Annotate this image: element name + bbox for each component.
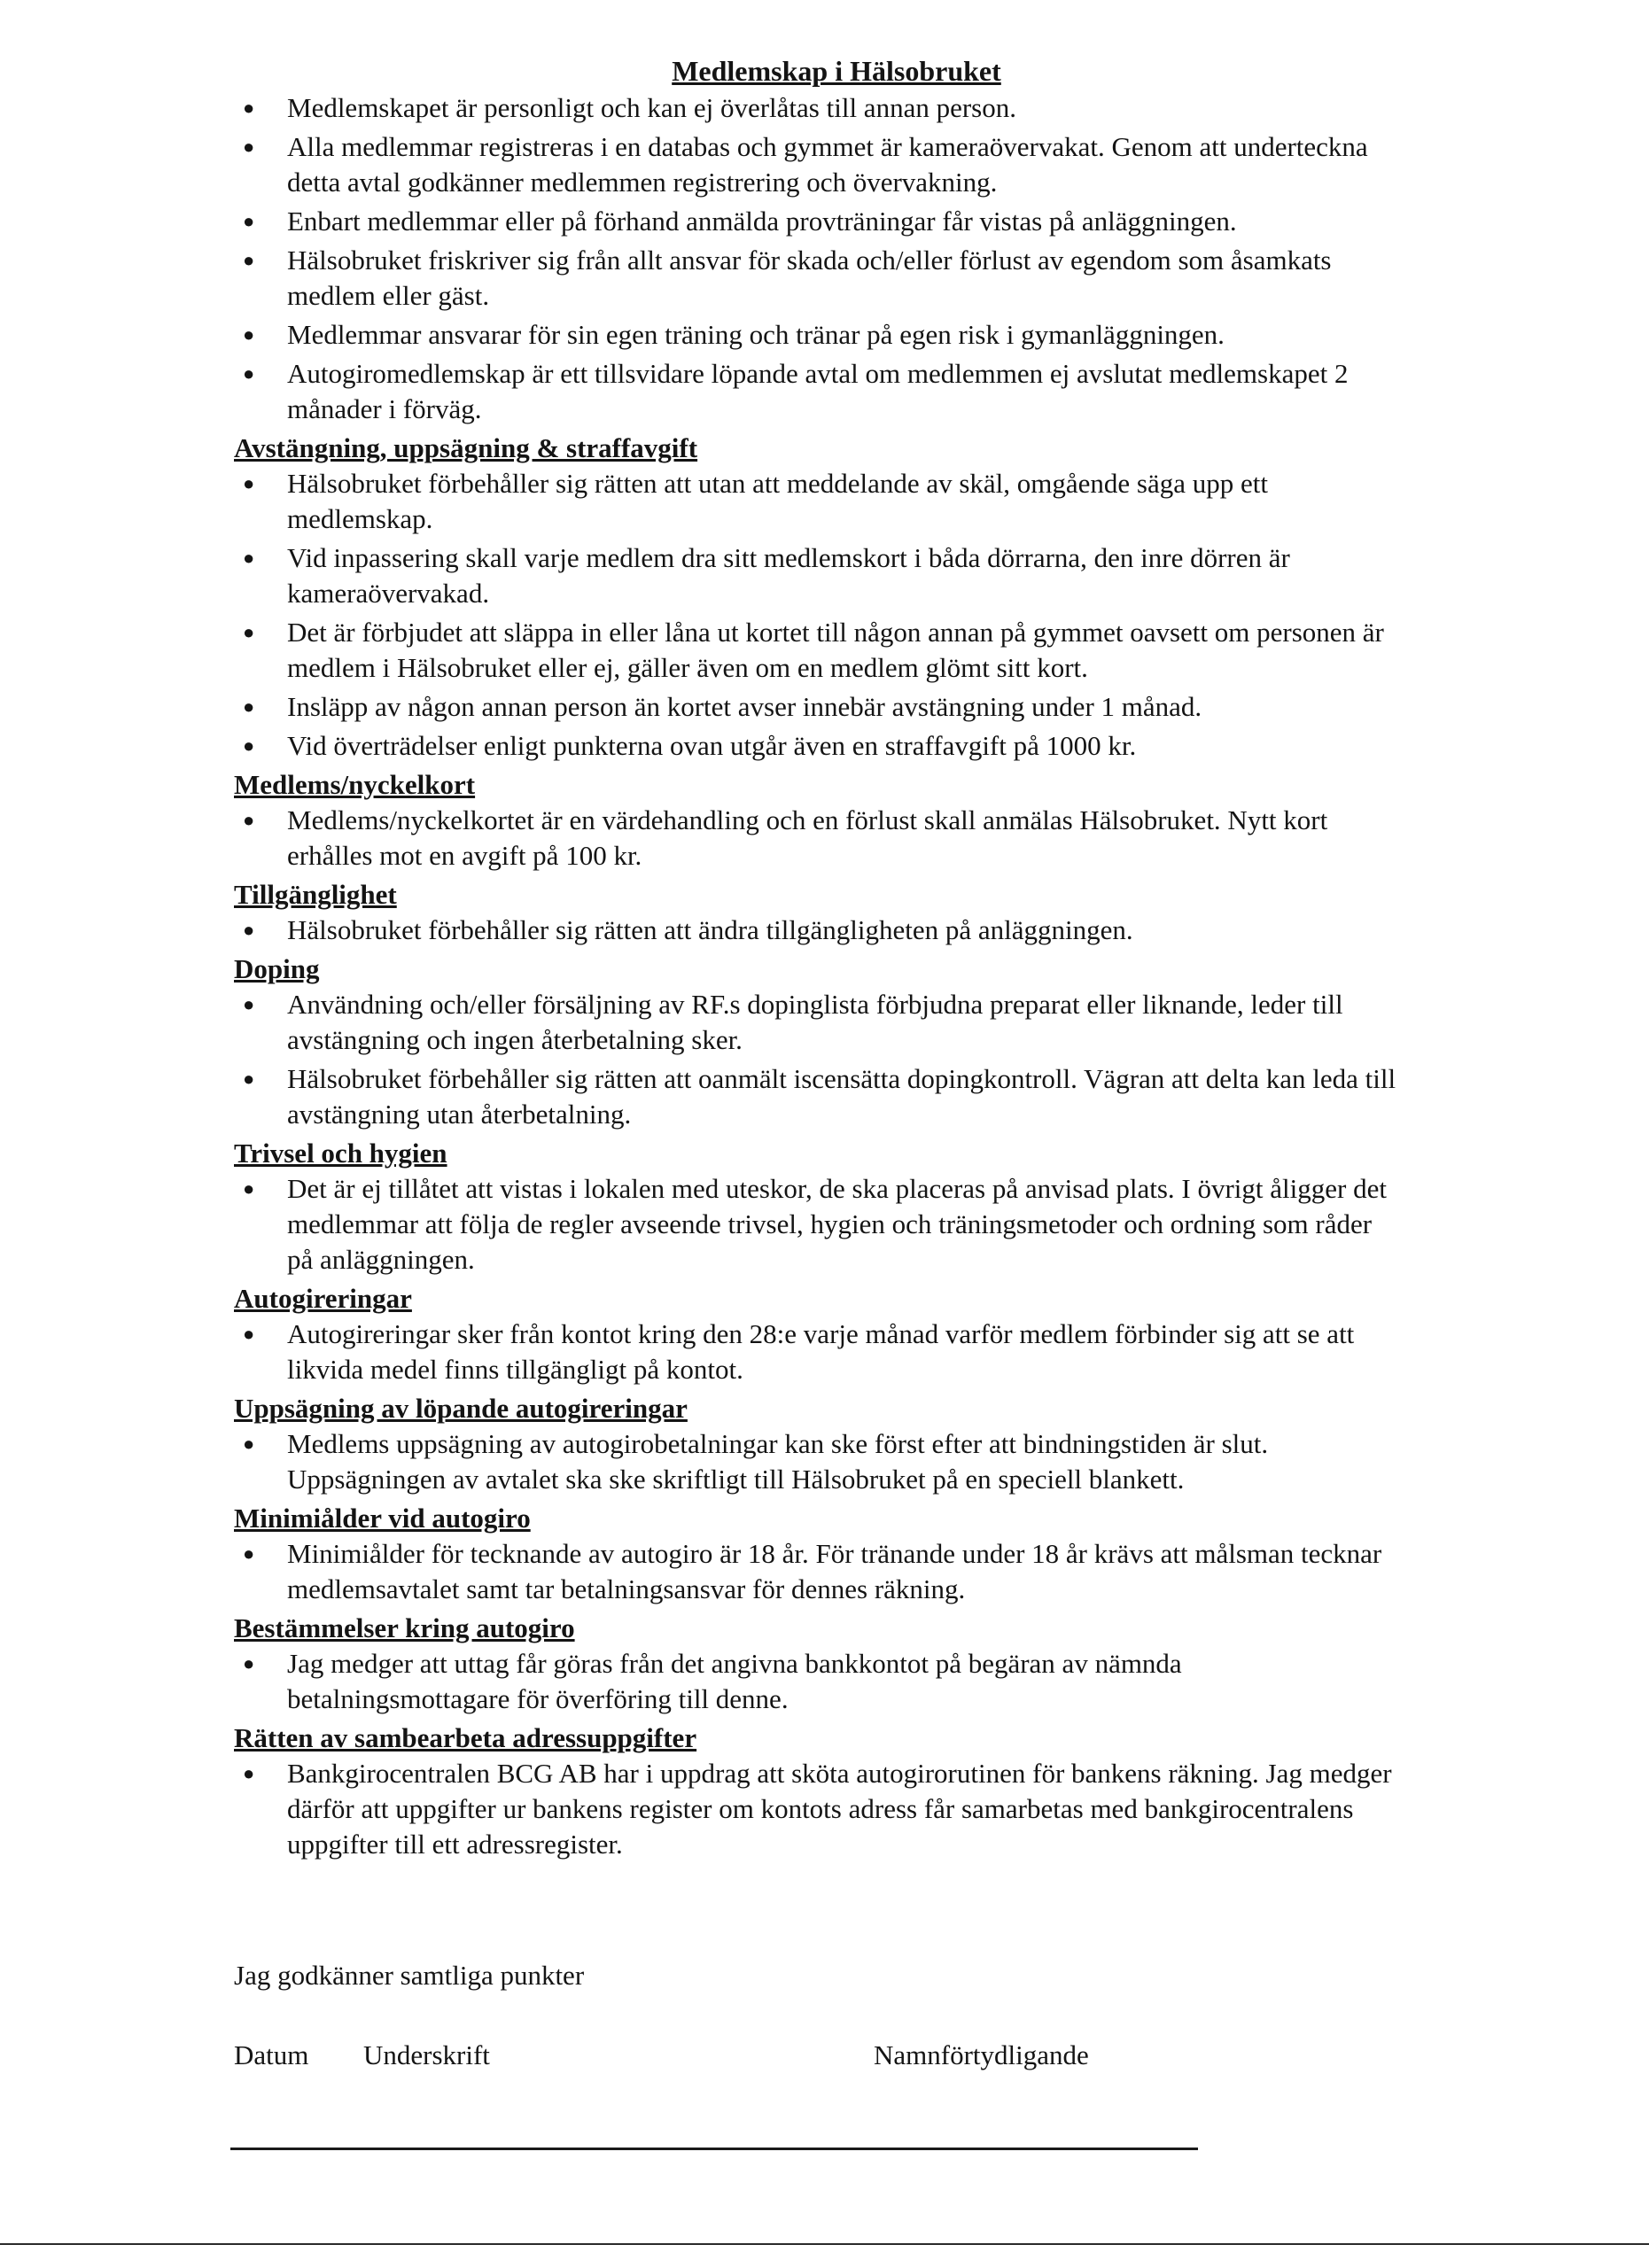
list-item [234,803,1404,874]
signature-line [230,2148,1198,2150]
section-list-minimialder [234,1536,1404,1607]
bullet-icon: ● [243,1068,255,1090]
list-item-text: Enbart medlemmar eller på förhand anmälda provträningar får vistas på anläggningen. [287,206,1237,237]
list-item [234,689,1404,725]
bullet-icon: ● [243,993,255,1015]
section-heading-trivsel: Trivsel och hygien [234,1138,447,1169]
section-list-uppsagning [234,1426,1404,1497]
list-item-text: Hälsobruket förbehåller sig rätten att ändra tillgängligheten på anläggningen. [287,914,1133,945]
bullet-icon: ● [243,919,255,941]
bullet-icon: ● [243,97,255,119]
bullet-icon: ● [243,734,255,757]
intro-list [234,90,1404,427]
signature-label: Underskrift [363,2039,490,2070]
bullet-icon: ● [243,547,255,569]
list-item [234,1646,1404,1717]
list-item [234,317,1404,353]
list-item-text: Hälsobruket förbehåller sig rätten att utan att meddelande av skäl, omgående säga upp ett medlemskap. [287,468,1268,534]
bullet-icon: ● [243,1433,255,1455]
list-item [234,90,1404,126]
bullet-icon: ● [243,1652,255,1674]
list-item [234,1061,1404,1132]
section-heading-nyckelkort: Medlems/nyckelkort [234,769,476,800]
bullet-icon: ● [243,362,255,384]
list-item [234,540,1404,611]
bullet-icon: ● [243,809,255,831]
bullet-icon: ● [243,136,255,158]
section-list-autogireringar [234,1317,1404,1387]
list-item [234,356,1404,427]
bullet-icon: ● [243,621,255,643]
section-list-avstangning [234,466,1404,764]
section-heading-minimialder: Minimiålder vid autogiro [234,1503,531,1534]
list-item-text: Användning och/eller försäljning av RF.s dopinglista förbjudna preparat eller liknande, leder till avstängning och ingen återbetalning sker. [287,989,1343,1055]
section-heading-adressuppgifter: Rätten av sambearbeta adressuppgifter [234,1722,697,1753]
list-item [234,1426,1404,1497]
section-heading-doping: Doping [234,953,320,984]
section-list-trivsel [234,1171,1404,1278]
bullet-icon: ● [243,249,255,271]
bullet-icon: ● [243,323,255,346]
acceptance-statement: Jag godkänner samtliga punkter [234,1960,585,1991]
list-item-text: Jag medger att uttag får göras från det angivna bankkontot på begäran av nämnda betalningsmottagare för överföring till denne. [287,1648,1182,1714]
bullet-icon: ● [243,472,255,494]
list-item-text: Autogiromedlemskap är ett tillsvidare löpande avtal om medlemmen ej avslutat medlemskapet 2 månader i förväg. [287,358,1349,424]
bullet-icon: ● [243,1762,255,1784]
bullet-icon: ● [243,1177,255,1200]
list-item-text: Hälsobruket friskriver sig från allt ansvar för skada och/eller förlust av egendom som åsamkats medlem eller gäst. [287,245,1332,311]
name-clarification-label: Namnförtydligande [874,2039,1089,2070]
list-item-text: Insläpp av någon annan person än kortet avser innebär avstängning under 1 månad. [287,691,1202,722]
section-list-adressuppgifter [234,1756,1404,1862]
list-item-text: Vid inpassering skall varje medlem dra sitt medlemskort i båda dörrarna, den inre dörren är kameraövervakad. [287,542,1290,609]
section-list-bestammelser [234,1646,1404,1717]
list-item-text: Medlems uppsägning av autogirobetalningar kan ske först efter att bindningstiden är slut. Uppsägningen av avtalet ska ske skriftligt till Hälsobruket på en speciell blankett. [287,1428,1269,1495]
list-item-text: Det är förbjudet att släppa in eller låna ut kortet till någon annan på gymmet oavsett om personen är medlem i Hälsobruket eller ej, gäller även om en medlem glömt sitt kort. [287,617,1384,683]
date-label: Datum [234,2039,309,2070]
list-item [234,466,1404,537]
list-item-text: Medlemskapet är personligt och kan ej överlåtas till annan person. [287,92,1016,123]
section-heading-uppsagning: Uppsägning av löpande autogireringar [234,1393,688,1424]
list-item-text: Alla medlemmar registreras i en databas och gymmet är kameraövervakat. Genom att underteckna detta avtal godkänner medlemmen registrering och övervakning. [287,131,1368,198]
bullet-icon: ● [243,210,255,232]
section-heading-autogireringar: Autogireringar [234,1283,412,1314]
list-item-text: Vid överträdelser enligt punkterna ovan utgår även en straffavgift på 1000 kr. [287,730,1137,761]
list-item-text: Autogireringar sker från kontot kring den 28:e varje månad varför medlem förbinder sig att se att likvida medel finns tillgängligt på kontot. [287,1318,1355,1385]
list-item [234,1317,1404,1387]
list-item [234,204,1404,239]
bullet-icon: ● [243,695,255,718]
document-title: Medlemskap i Hälsobruket [672,55,1001,87]
list-item [234,1171,1404,1278]
section-heading-bestammelser: Bestämmelser kring autogiro [234,1612,575,1643]
list-item [234,243,1404,314]
list-item [234,129,1404,200]
list-item [234,728,1404,764]
section-heading-avstangning: Avstängning, uppsägning & straffavgift [234,432,698,463]
list-item [234,615,1404,686]
list-item-text: Minimiålder för tecknande av autogiro är 18 år. För tränande under 18 år krävs att målsman tecknar medlemsavtalet samt tar betalningsansvar för dennes räkning. [287,1538,1382,1604]
section-list-tillganglighet [234,913,1404,948]
document-body [234,51,1404,1866]
list-item-text: Hälsobruket förbehåller sig rätten att oanmält iscensätta dopingkontroll. Vägran att delta kan leda till avstängning utan återbetalning. [287,1063,1396,1130]
list-item [234,913,1404,948]
bullet-icon: ● [243,1323,255,1345]
bullet-icon: ● [243,1542,255,1565]
section-list-doping [234,987,1404,1132]
list-item [234,1756,1404,1862]
list-item-text: Bankgirocentralen BCG AB har i uppdrag att sköta autogirorutinen för bankens räkning. Jag medger därför att uppgifter ur bankens register om kontots adress får samarbetas med bankgirocentralens uppgifter till ett adressregister. [287,1758,1392,1860]
list-item [234,987,1404,1058]
section-heading-tillganglighet: Tillgänglighet [234,879,397,910]
page-bottom-rule [0,2243,1649,2245]
list-item-text: Medlems/nyckelkortet är en värdehandling och en förlust skall anmälas Hälsobruket. Nytt kort erhålles mot en avgift på 100 kr. [287,804,1328,871]
list-item-text: Medlemmar ansvarar för sin egen träning och tränar på egen risk i gymanläggningen. [287,319,1225,350]
section-list-nyckelkort [234,803,1404,874]
list-item [234,1536,1404,1607]
list-item-text: Det är ej tillåtet att vistas i lokalen med uteskor, de ska placeras på anvisad plats. I övrigt åligger det medlemmar att följa de regler avseende trivsel, hygien och träningsmetoder och ordning som råder på anläggningen. [287,1173,1387,1275]
